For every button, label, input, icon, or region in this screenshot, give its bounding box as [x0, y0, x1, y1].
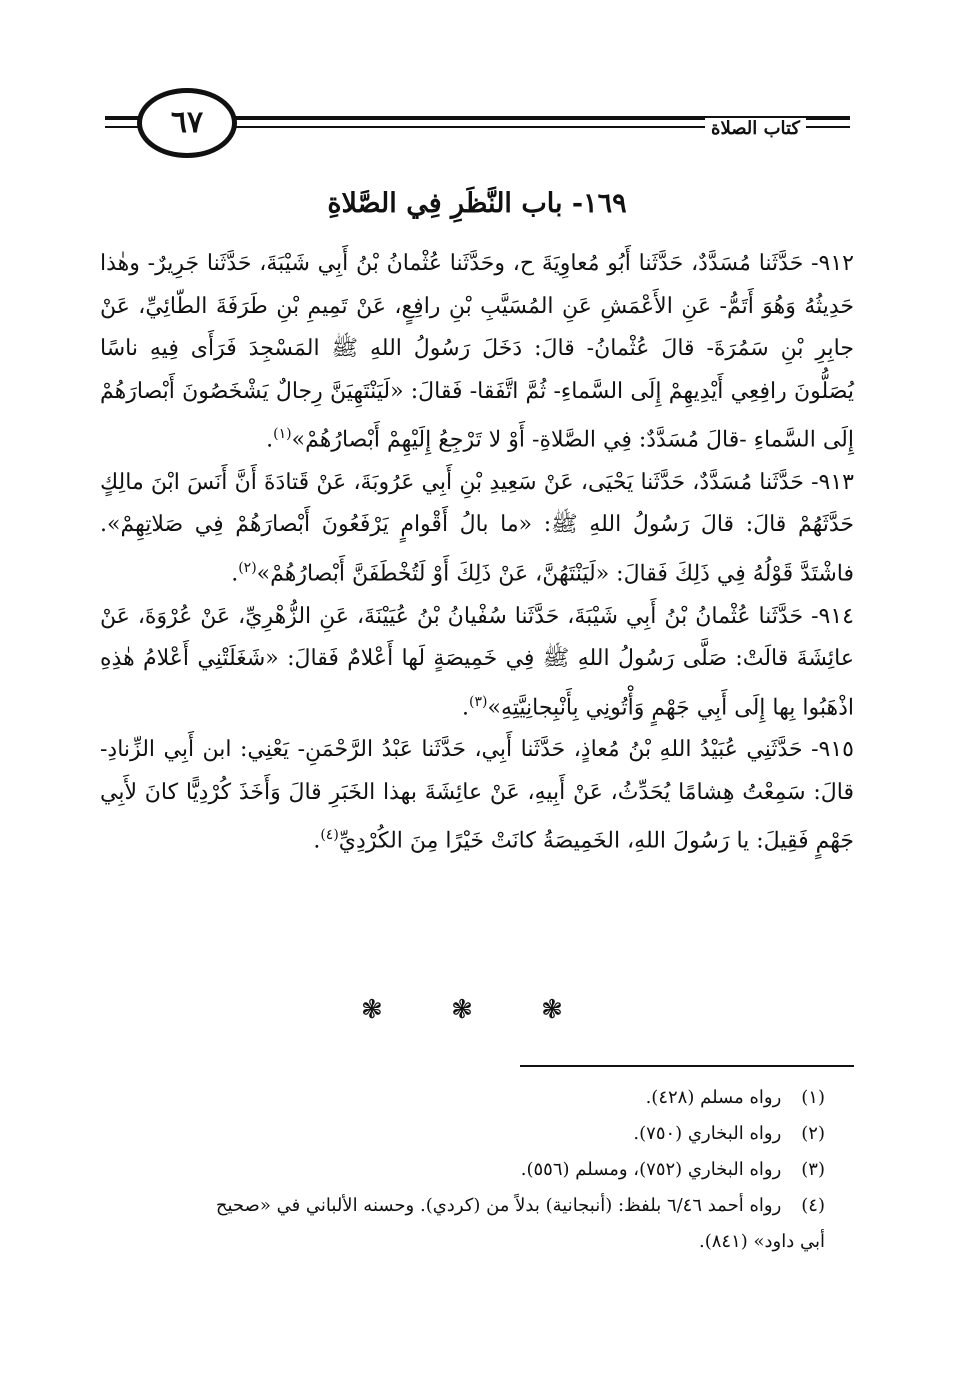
hadith-number: ٩١٢ [818, 251, 854, 276]
footnote-text: رواه البخاري (٧٥٢)، ومسلم (٥٥٦). [520, 1159, 782, 1180]
hadith-912: ٩١٢- حَدَّثَنا مُسَدَّدٌ، حَدَّثَنا أَبُو مُعاوِيَةَ ح، وحَدَّثَنا عُثْمانُ بْنُ أَبِي شَيْبَةَ، حَدَّثَنا جَرِيرٌ- وهٰذا حَدِيثُهُ وَهُوَ أَتَمُّ- عَنِ الأَعْمَشِ عَنِ المُسَيَّبِ بْنِ رافِعٍ، عَنْ تَمِيمِ بْنِ طَرَفَةَ الطّائِيِّ، عَنْ جابِرِ بْنِ سَمُرَةَ- قالَ عُثْمانُ- قالَ: دَخَلَ رَسُولُ اللهِ ﷺ المَسْجِدَ فَرَأَى فِيهِ ناسًا يُصَلُّونَ رافِعِي أَيْدِيهِمْ إِلَى السَّماءِ- ثُمَّ اتَّفَقا- فَقالَ: «لَيَنْتَهِيَنَّ رِجالٌ يَشْخَصُونَ أَبْصارَهُمْ إِلَى السَّماءِ -قالَ مُسَدَّدٌ: فِي الصَّلاةِ- أَوْ لا تَرْجِعُ إِلَيْهِمْ أَبْصارُهُمْ»$^{(١)}$. [100, 251, 854, 453]
hadith-915: ٩١٥- حَدَّثَنِي عُبَيْدُ اللهِ بْنُ مُعاذٍ، حَدَّثَنا أَبِي، حَدَّثَنا عَبْدُ الرَّحْمَنِ- يَعْنِي: ابن أَبِي الزِّنادِ- قالَ: سَمِعْتُ هِشامًا يُحَدِّثُ، عَنْ أَبِيهِ، عَنْ عائِشَةَ بهذا الخَبَرِ قالَ وَأَخَذَ كُرْدِيًّا كانَ لأَبِي جَهْمٍ فَقِيلَ: يا رَسُولَ اللهِ، الخَمِيصَةُ كانَتْ خَيْرًا مِنَ الكُرْدِيِّ$^{(٤)}$. [100, 737, 854, 854]
footnote-number: (٣) [801, 1159, 825, 1180]
footnote-4-continuation [100, 1224, 825, 1260]
footnote-ref: (٢) [238, 559, 257, 576]
footnote-2 [100, 1116, 825, 1152]
hadith-text: حَدَّثَنا مُسَدَّدٌ، حَدَّثَنا أَبُو مُعاوِيَةَ ح، وحَدَّثَنا عُثْمانُ بْنُ أَبِي شَيْبَةَ، حَدَّثَنا جَرِيرٌ- وهٰذا حَدِيثُهُ وَهُوَ أَتَمُّ- عَنِ الأَعْمَشِ عَنِ المُسَيَّبِ بْنِ رافِعٍ، عَنْ تَمِيمِ بْنِ طَرَفَةَ الطّائِيِّ، عَنْ جابِرِ بْنِ سَمُرَةَ- قالَ عُثْمانُ- قالَ: دَخَلَ رَسُولُ اللهِ ﷺ المَسْجِدَ فَرَأَى فِيهِ ناسًا يُصَلُّونَ رافِعِي أَيْدِيهِمْ إِلَى السَّماءِ- ثُمَّ اتَّفَقا- فَقالَ: «لَيَنْتَهِيَنَّ رِجالٌ يَشْخَصُونَ أَبْصارَهُمْ إِلَى السَّماءِ -قالَ مُسَدَّدٌ: فِي الصَّلاةِ- أَوْ لا تَرْجِعُ إِلَيْهِمْ أَبْصارُهُمْ» [100, 251, 854, 453]
footnote-ref: (١) [273, 426, 292, 442]
footnote-number: (١) [801, 1087, 825, 1108]
hadith-914: ٩١٤- حَدَّثَنا عُثْمانُ بْنُ أَبِي شَيْبَةَ، حَدَّثَنا سُفْيانُ بْنُ عُيَيْنَةَ، عَنِ الزُّهْرِيِّ، عَنْ عُرْوَةَ، عَنْ عائِشَةَ قالَتْ: صَلَّى رَسُولُ اللهِ ﷺ فِي خَمِيصَةٍ لَها أَعْلامٌ فَقالَ: «شَغَلَتْنِي أَعْلامُ هٰذِهِ اذْهَبُوا بِها إِلَى أَبِي جَهْمٍ وَأْتُونِي بِأَنْبِجانِيَّتِهِ»$^{(٣)}$. [100, 603, 854, 720]
page-number: ٦٧ [170, 105, 204, 140]
footnote-ref: (٤) [320, 827, 339, 844]
hadith-number: ٩١٤ [818, 603, 854, 629]
footnote-4 [100, 1188, 825, 1224]
footnote-number: (٤) [801, 1195, 825, 1216]
footnote-1 [100, 1080, 825, 1116]
footnote-number: (٢) [801, 1123, 825, 1144]
hadith-text: حَدَّثَنِي عُبَيْدُ اللهِ بْنُ مُعاذٍ، حَدَّثَنا أَبِي، حَدَّثَنا عَبْدُ الرَّحْمَنِ- يَعْنِي: ابن أَبِي الزِّنادِ- قالَ: سَمِعْتُ هِشامًا يُحَدِّثُ، عَنْ أَبِيهِ، عَنْ عائِشَةَ بهذا الخَبَرِ قالَ وَأَخَذَ كُرْدِيًّا كانَ لأَبِي جَهْمٍ فَقِيلَ: يا رَسُولَ اللهِ، الخَمِيصَةُ كانَتْ خَيْرًا مِنَ الكُرْدِيِّ [100, 737, 854, 854]
footnote-text: أبي داود» (٨٤١). [699, 1231, 825, 1252]
footnote-3 [100, 1152, 825, 1188]
footnote-text: رواه مسلم (٤٢٨). [645, 1087, 782, 1108]
page-header [105, 88, 850, 158]
hadith-number: ٩١٣ [818, 469, 854, 495]
chapter-title: ١٦٩- باب النَّظَرِ فِي الصَّلاةِ [327, 188, 627, 219]
running-title: كتاب الصلاة [705, 118, 806, 139]
section-separator: ❃ ❃ ❃ [361, 995, 593, 1025]
footnote-ref: (٣) [469, 693, 488, 710]
hadith-body [100, 243, 854, 863]
footnote-rule [520, 1065, 854, 1067]
footnotes [100, 1080, 825, 1260]
hadith-text: حَدَّثَنا مُسَدَّدٌ، حَدَّثَنا يَحْيَى، عَنْ سَعِيدِ بْنِ أَبِي عَرُوبَةَ، عَنْ قَتادَةَ أَنَّ أَنَسَ ابْنَ مالِكٍ حَدَّثَهُمْ قالَ: قالَ رَسُولُ اللهِ ﷺ: «ما بالُ أَقْوامٍ يَرْفَعُونَ أَبْصارَهُمْ فِي صَلاتِهِمْ». فاشْتَدَّ قَوْلُهُ فِي ذَلِكَ فَقالَ: «لَيَنْتَهُنَّ، عَنْ ذَلِكَ أَوْ لَتُخْطَفَنَّ أَبْصارُهُمْ» [100, 469, 854, 587]
hadith-number: ٩١٥ [818, 737, 854, 763]
page-number-circle [137, 88, 237, 158]
footnote-text: رواه البخاري (٧٥٠). [633, 1123, 782, 1144]
footnote-text: رواه أحمد ٦/٤٦ بلفظ: (أنبجانية) بدلاً من (كردي). وحسنه الألباني في «صحيح [215, 1195, 782, 1216]
hadith-text: حَدَّثَنا عُثْمانُ بْنُ أَبِي شَيْبَةَ، حَدَّثَنا سُفْيانُ بْنُ عُيَيْنَةَ، عَنِ الزُّهْرِيِّ، عَنْ عُرْوَةَ، عَنْ عائِشَةَ قالَتْ: صَلَّى رَسُولُ اللهِ ﷺ فِي خَمِيصَةٍ لَها أَعْلامٌ فَقالَ: «شَغَلَتْنِي أَعْلامُ هٰذِهِ اذْهَبُوا بِها إِلَى أَبِي جَهْمٍ وَأْتُونِي بِأَنْبِجانِيَّتِهِ» [100, 603, 854, 720]
hadith-913: ٩١٣- حَدَّثَنا مُسَدَّدٌ، حَدَّثَنا يَحْيَى، عَنْ سَعِيدِ بْنِ أَبِي عَرُوبَةَ، عَنْ قَتادَةَ أَنَّ أَنَسَ ابْنَ مالِكٍ حَدَّثَهُمْ قالَ: قالَ رَسُولُ اللهِ ﷺ: «ما بالُ أَقْوامٍ يَرْفَعُونَ أَبْصارَهُمْ فِي صَلاتِهِمْ». فاشْتَدَّ قَوْلُهُ فِي ذَلِكَ فَقالَ: «لَيَنْتَهُنَّ، عَنْ ذَلِكَ أَوْ لَتُخْطَفَنَّ أَبْصارُهُمْ»$^{(٢)}$. [100, 469, 854, 587]
